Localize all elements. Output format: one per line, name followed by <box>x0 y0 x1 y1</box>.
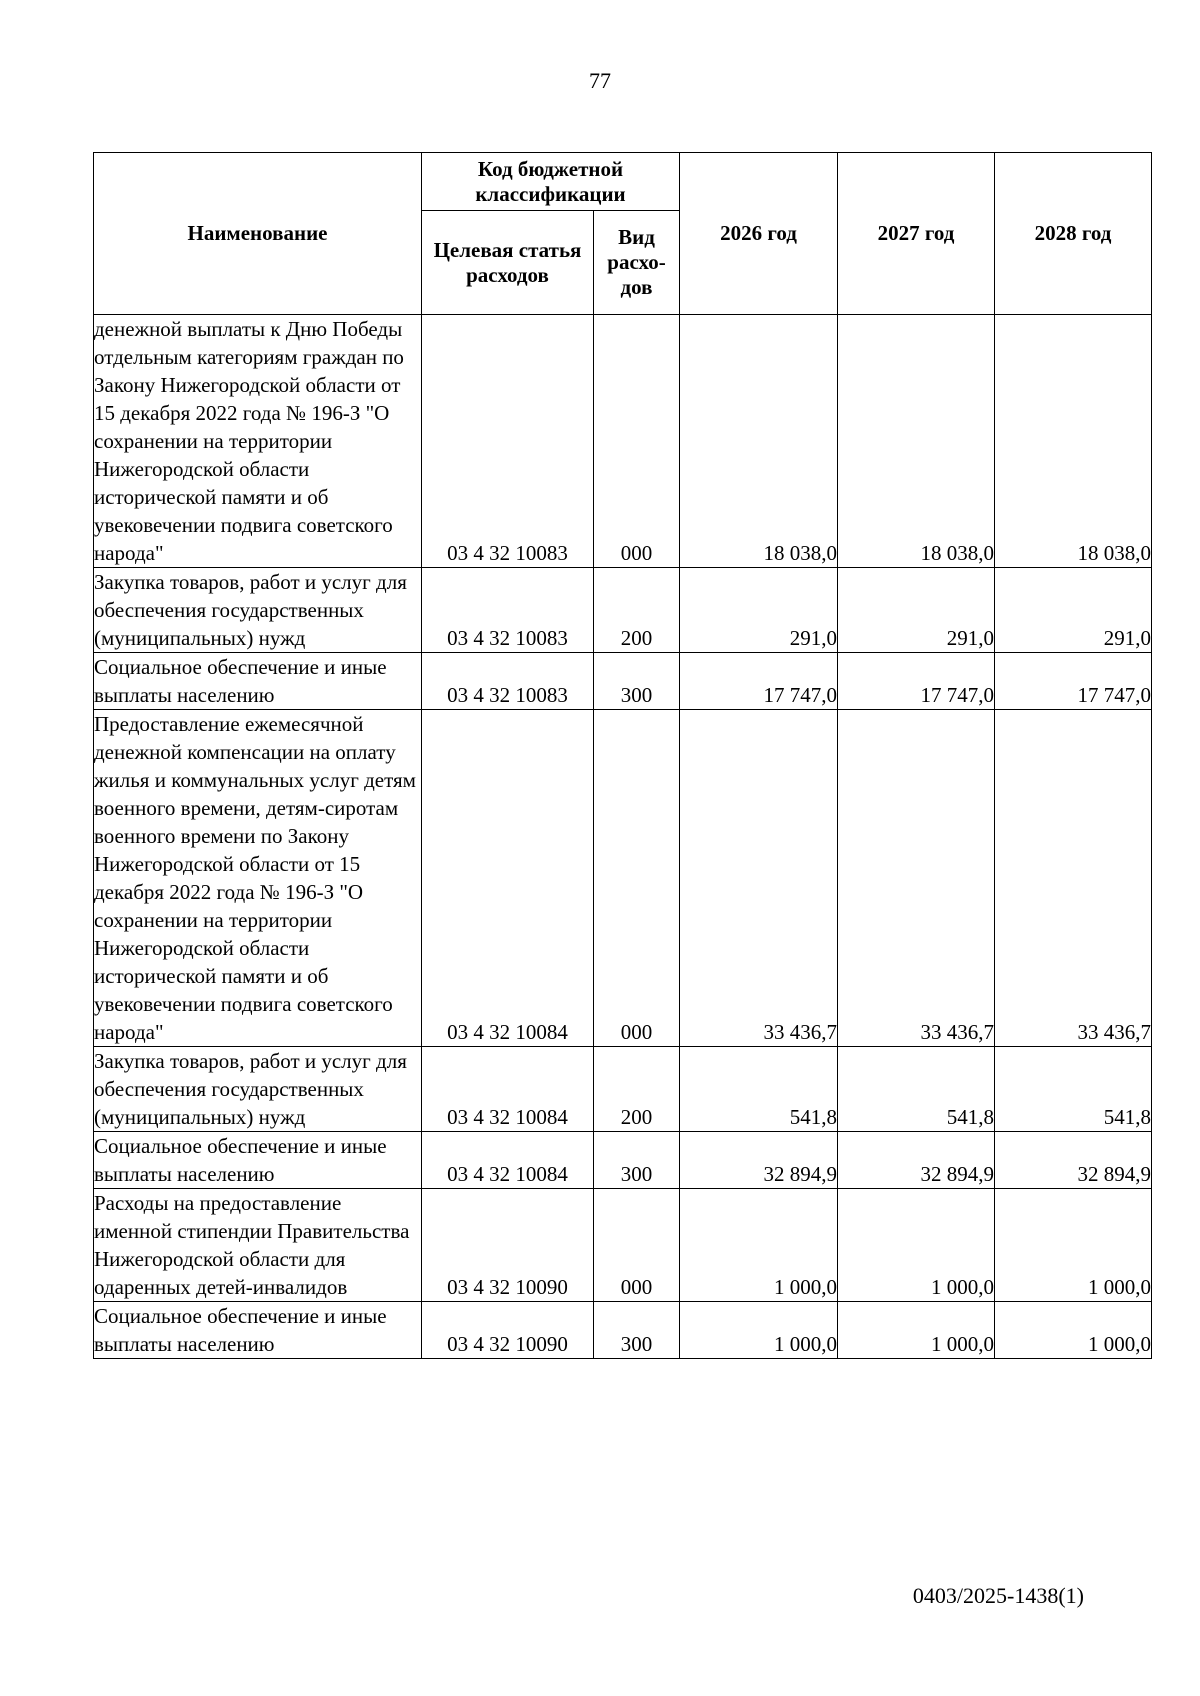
row-vid: 300 <box>594 1302 680 1359</box>
header-2027: 2027 год <box>838 153 995 315</box>
table-row <box>94 315 1152 568</box>
table-row <box>94 1132 1152 1189</box>
row-2027: 541,8 <box>838 1047 995 1132</box>
row-code: 03 4 32 10084 <box>422 1047 594 1132</box>
row-code: 03 4 32 10083 <box>422 653 594 710</box>
table-row <box>94 710 1152 1047</box>
row-2028: 32 894,9 <box>995 1132 1152 1189</box>
row-2026: 1 000,0 <box>680 1189 838 1302</box>
row-2026: 32 894,9 <box>680 1132 838 1189</box>
row-code: 03 4 32 10084 <box>422 710 594 1047</box>
row-code: 03 4 32 10083 <box>422 315 594 568</box>
row-vid: 300 <box>594 653 680 710</box>
row-vid: 000 <box>594 315 680 568</box>
row-2028: 1 000,0 <box>995 1302 1152 1359</box>
row-2027: 1 000,0 <box>838 1302 995 1359</box>
row-2028: 18 038,0 <box>995 315 1152 568</box>
header-vid: Вид расхо-дов <box>594 211 680 315</box>
row-code: 03 4 32 10083 <box>422 568 594 653</box>
row-code: 03 4 32 10084 <box>422 1132 594 1189</box>
row-2027: 17 747,0 <box>838 653 995 710</box>
row-name: Социальное обеспечение и иные выплаты населению <box>94 1302 422 1359</box>
row-2027: 32 894,9 <box>838 1132 995 1189</box>
row-2028: 17 747,0 <box>995 653 1152 710</box>
row-2027: 1 000,0 <box>838 1189 995 1302</box>
header-2026: 2026 год <box>680 153 838 315</box>
row-2026: 18 038,0 <box>680 315 838 568</box>
row-name: Закупка товаров, работ и услуг для обеспечения государственных (муниципальных) нужд <box>94 568 422 653</box>
row-vid: 000 <box>594 710 680 1047</box>
row-name: Социальное обеспечение и иные выплаты населению <box>94 1132 422 1189</box>
header-kbk: Код бюджетной классификации <box>422 153 680 211</box>
page-number: 77 <box>589 68 611 93</box>
row-2028: 33 436,7 <box>995 710 1152 1047</box>
row-vid: 000 <box>594 1189 680 1302</box>
row-code: 03 4 32 10090 <box>422 1189 594 1302</box>
row-2027: 18 038,0 <box>838 315 995 568</box>
row-2026: 541,8 <box>680 1047 838 1132</box>
table-row <box>94 1189 1152 1302</box>
row-2026: 1 000,0 <box>680 1302 838 1359</box>
header-2028: 2028 год <box>995 153 1152 315</box>
row-2026: 33 436,7 <box>680 710 838 1047</box>
row-2026: 17 747,0 <box>680 653 838 710</box>
header-name: Наименование <box>94 153 422 315</box>
row-2028: 541,8 <box>995 1047 1152 1132</box>
row-code: 03 4 32 10090 <box>422 1302 594 1359</box>
table-row <box>94 1047 1152 1132</box>
row-name: Закупка товаров, работ и услуг для обеспечения государственных (муниципальных) нужд <box>94 1047 422 1132</box>
table-row <box>94 653 1152 710</box>
row-2028: 291,0 <box>995 568 1152 653</box>
table-row <box>94 1302 1152 1359</box>
row-vid: 300 <box>594 1132 680 1189</box>
row-2026: 291,0 <box>680 568 838 653</box>
row-name: Предоставление ежемесячной денежной компенсации на оплату жилья и коммунальных услуг детям военного времени, детям-сиротам военного времени по Закону Нижегородской области от 15 декабря 2022 года № 196-З "О сохранении на территории Нижегородской области исторической памяти и об увековечении подвига советского народа" <box>94 710 422 1047</box>
table-row <box>94 568 1152 653</box>
row-name: Социальное обеспечение и иные выплаты населению <box>94 653 422 710</box>
row-2027: 291,0 <box>838 568 995 653</box>
row-2028: 1 000,0 <box>995 1189 1152 1302</box>
row-2027: 33 436,7 <box>838 710 995 1047</box>
row-name: денежной выплаты к Дню Победы отдельным категориям граждан по Закону Нижегородской области от 15 декабря 2022 года № 196-З "О сохранении на территории Нижегородской области исторической памяти и об увековечении подвига советского народа" <box>94 315 422 568</box>
row-vid: 200 <box>594 1047 680 1132</box>
row-vid: 200 <box>594 568 680 653</box>
row-name: Расходы на предоставление именной стипендии Правительства Нижегородской области для одаренных детей-инвалидов <box>94 1189 422 1302</box>
document-code: 0403/2025-1438(1) <box>912 1583 1084 1608</box>
header-target: Целевая статья расходов <box>422 211 594 315</box>
budget-table <box>93 152 1152 1359</box>
